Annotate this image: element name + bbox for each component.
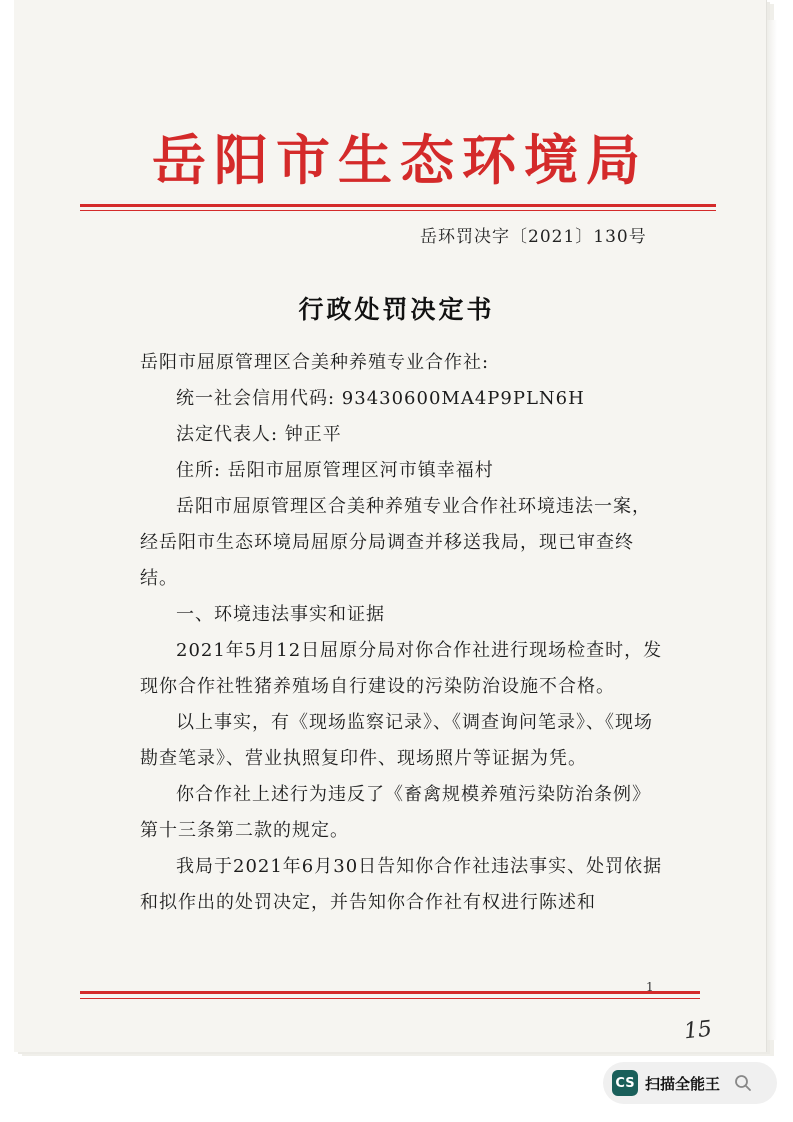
footer-rule-thin [80, 998, 700, 999]
addressee: 岳阳市屈原管理区合美种养殖专业合作社: [140, 352, 490, 373]
document-body [140, 345, 665, 921]
scanner-app-name: 扫描全能王 [645, 1074, 721, 1093]
agency-title: 岳阳市生态环境局 [152, 128, 648, 192]
page-number: 1 [646, 980, 654, 994]
address: 住所: 岳阳市屈原管理区河市镇幸福村 [176, 460, 494, 481]
legal-representative: 法定代表人: 钟正平 [176, 424, 342, 445]
paragraph-case-summary: 岳阳市屈原管理区合美种养殖专业合作社环境违法一案，经岳阳市生态环境局屈原分局调查并移送我局，现已审查终结。 [140, 496, 651, 589]
header-rule-thick [80, 204, 716, 207]
handwritten-number: 15 [682, 1016, 714, 1045]
camscanner-logo-icon: CS [612, 1070, 638, 1096]
paragraph-notice: 我局于2021年6月30日告知你合作社违法事实、处罚依据和拟作出的处罚决定，并告知你合作社有权进行陈述和 [140, 856, 663, 913]
paragraph-evidence: 以上事实，有《现场监察记录》、《调查询问笔录》、《现场勘查笔录》、营业执照复印件、现场照片等证据为凭。 [140, 712, 653, 769]
paragraph-facts: 2021年5月12日屈原分局对你合作社进行现场检查时，发现你合作社牲猪养殖场自行建设的污染防治设施不合格。 [140, 640, 663, 697]
scanner-watermark-badge[interactable] [603, 1062, 777, 1104]
search-icon[interactable] [734, 1074, 752, 1092]
paragraph-violation: 你合作社上述行为违反了《畜禽规模养殖污染防治条例》第十三条第二款的规定。 [140, 784, 651, 841]
section-heading: 一、环境违法事实和证据 [176, 604, 385, 625]
footer-rule-thick [80, 991, 700, 994]
credit-code: 统一社会信用代码: 93430600MA4P9PLN6H [176, 388, 585, 409]
page-edge [767, 20, 777, 1040]
header-rule-thin [80, 210, 716, 211]
document-title: 行政处罚决定书 [298, 295, 495, 324]
document-number: 岳环罚决字〔2021〕130号 [420, 227, 647, 247]
